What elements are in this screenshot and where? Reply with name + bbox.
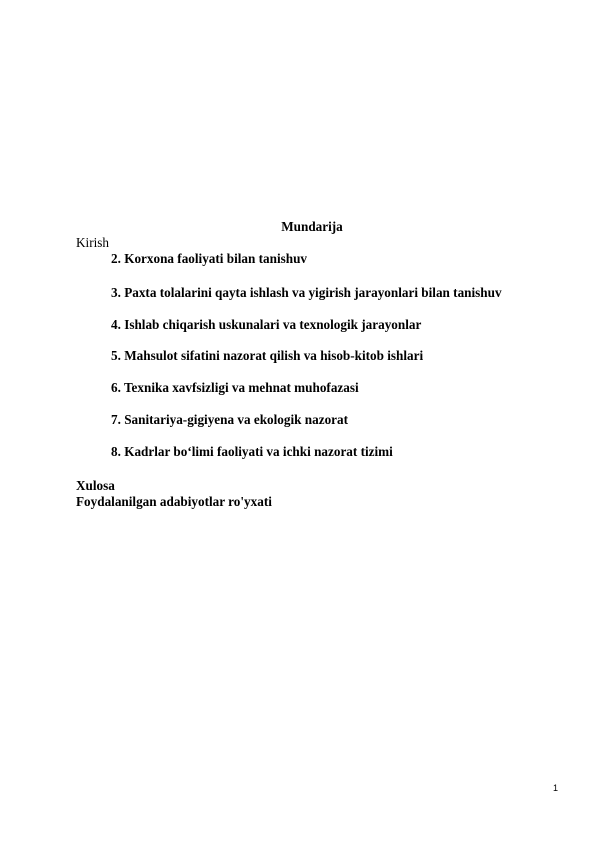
toc-entry-section-3: 3. Paxta tolalarini qayta ishlash va yigirish jarayonlari bilan tanishuv bbox=[111, 285, 502, 300]
toc-entry-section-5: 5. Mahsulot sifatini nazorat qilish va hisob-kitob ishlari bbox=[111, 348, 424, 363]
toc-entry-section-6: 6. Texnika xavfsizligi va mehnat muhofazasi bbox=[111, 380, 359, 395]
toc-entry-section-4: 4. Ishlab chiqarish uskunalari va texnologik jarayonlar bbox=[111, 317, 422, 332]
toc-entry-section-2: 2. Korxona faoliyati bilan tanishuv bbox=[111, 251, 308, 266]
toc-entry-introduction: Kirish bbox=[76, 235, 109, 250]
toc-entry-references: Foydalanilgan adabiyotlar ro'yxati bbox=[76, 494, 272, 509]
toc-entry-section-8: 8. Kadrlar bo‘limi faoliyati va ichki nazorat tizimi bbox=[111, 444, 393, 459]
toc-entry-section-7: 7. Sanitariya-gigiyena va ekologik nazorat bbox=[111, 412, 349, 427]
page-title: Mundarija bbox=[281, 219, 343, 234]
page-number: 1 bbox=[553, 783, 559, 793]
toc-entry-conclusion: Xulosa bbox=[76, 478, 115, 493]
